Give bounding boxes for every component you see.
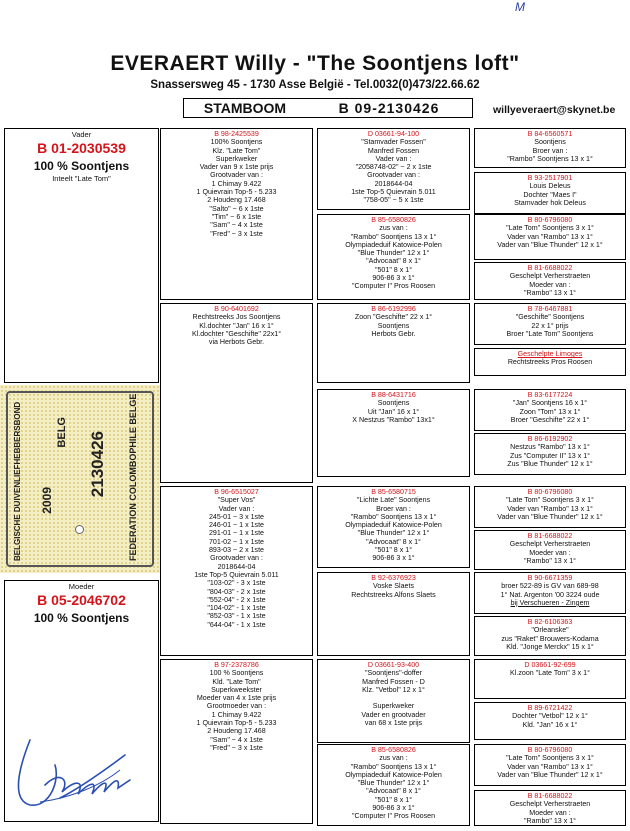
gen4-box-15 — [474, 744, 626, 786]
pedigree-line: Manfred Fossen — [367, 146, 420, 155]
pedigree-line: "Fred" ~ 3 x 1ste — [210, 743, 263, 752]
pedigree-line: Geschelpt Verherstraeten — [509, 800, 591, 809]
pedigree-line: 2018644-04 — [217, 562, 256, 571]
pedigree-line: "Rambo" 13 x 1° — [523, 556, 577, 565]
pedigree-line: Olympiadeduif Katowice-Polen — [345, 521, 442, 530]
pedigree-line: Grootvader van : — [210, 554, 263, 563]
gen4-box-13 — [474, 659, 626, 699]
gen3-box-7 — [317, 659, 470, 743]
email-address: willyeveraert@skynet.be — [493, 104, 616, 116]
pedigree-line: 1ste Top-5 Quievrain 5.011 — [194, 570, 279, 579]
gen2-box-3 — [160, 486, 313, 656]
pedigree-line: "644-04" - 1 x 1ste — [207, 620, 266, 629]
pedigree-line: "758-05" ~ 5 x 1ste — [363, 196, 424, 205]
pedigree-line: Vader van 9 x 1ste prijs — [199, 163, 274, 172]
pedigree-line: "Late Tom" Soontjens 3 x 1° — [506, 224, 594, 233]
ring-number: B 80-6796080 — [527, 216, 573, 224]
pedigree-line: zus van : — [379, 224, 408, 233]
pedigree-line: 2018644-04 — [374, 179, 413, 188]
pedigree-line: Superkweekster — [211, 685, 262, 694]
ring-number: B 86-6192996 — [371, 305, 416, 313]
pedigree-line: "Advocaat" 8 x 1° — [366, 787, 421, 796]
pedigree-line: Kl.dochter "Geschifte" 22x1° — [191, 329, 282, 338]
ring-number: D 03661-92-699 — [524, 661, 576, 669]
pedigree-line: Olympiadeduif Katowice-Polen — [345, 770, 442, 779]
father-ring: B 01-2030539 — [37, 140, 126, 156]
father-note: Inteelt "Late Tom" — [52, 174, 111, 183]
pedigree-line: Kld. "Jonge Merckx" 15 x 1° — [506, 642, 594, 651]
pedigree-line: "Orleanske" — [531, 626, 569, 635]
ring-number: B 90-6671359 — [527, 574, 573, 582]
pedigree-line: Soontjens — [377, 321, 410, 330]
pedigree-line: 245-01 ~ 3 x 1ste — [208, 512, 264, 521]
ring-number: B 83-6177224 — [527, 391, 573, 399]
pedigree-line: "Rambo" Soontjens 13 x 1° — [350, 762, 437, 771]
pedigree-line: Manfred Fossen - D — [362, 677, 425, 686]
ring-label-hole — [75, 525, 84, 534]
pedigree-line: 1 Quievrain Top-5 - 5.233 — [196, 188, 277, 197]
pedigree-line: Herbots Gebr. — [371, 329, 416, 338]
pedigree-line: "103-02" - 3 x 1ste — [207, 579, 266, 588]
pedigree-line: Vader van : — [218, 504, 255, 513]
pedigree-line: Broer van : — [532, 146, 568, 155]
page-title: EVERAERT Willy - "The Soontjens loft" — [110, 52, 520, 75]
pedigree-line: van 68 x 1ste prijs — [364, 719, 423, 728]
pedigree-line: "Blue Thunder" 12 x 1° — [357, 249, 430, 258]
ring-label-country: BELG — [56, 417, 68, 448]
pedigree-line: 906-86 3 x 1° — [372, 274, 415, 283]
pedigree-line: 906-86 3 x 1° — [372, 804, 415, 813]
gen4-box-8 — [474, 433, 626, 475]
gen3-box-6 — [317, 572, 470, 656]
pedigree-line: 100 % Soontjens — [209, 669, 264, 678]
pedigree-line: Vader van : — [375, 154, 412, 163]
pedigree-line: Vader van "Rambo" 13 x 1° — [507, 762, 593, 771]
pedigree-line: Kld. "Jan" 16 x 1° — [522, 720, 578, 729]
pedigree-line: "Rambo" 13 x 1° — [523, 816, 577, 825]
pedigree-line: "Stamvader Fossen" — [361, 138, 426, 147]
ring-number: D 03661-94-100 — [367, 130, 420, 138]
stamboom-label: STAMBOOM — [203, 100, 287, 116]
stamboom-bar — [183, 98, 473, 118]
pedigree-line: "Rambo" Soontjens 13 x 1° — [350, 512, 437, 521]
gen4-box-12 — [474, 616, 626, 656]
pedigree-line: via Herbots Gebr. — [208, 338, 265, 347]
pedigree-line: "Sam" ~ 4 x 1ste — [210, 221, 263, 230]
pedigree-line: Vader van "Blue Thunder" 12 x 1° — [497, 512, 603, 521]
pedigree-line: Superkweker — [372, 702, 415, 711]
pedigree-line — [318, 694, 469, 702]
pedigree-line: "Rambo" 13 x 1° — [523, 288, 577, 297]
pedigree-line: Broer van : — [376, 504, 411, 513]
corner-mark: M — [515, 0, 525, 14]
gen2-box-2 — [160, 303, 313, 483]
ring-number: B 97-2378786 — [214, 661, 259, 669]
ring-number: B 85-6580826 — [371, 746, 416, 754]
pedigree-line: Vader van "Blue Thunder" 12 x 1° — [497, 240, 603, 249]
pedigree-line: Moeder van 4 x 1ste prijs — [196, 694, 277, 703]
gen3-box-1 — [317, 128, 470, 210]
pedigree-line: Moeder van : — [529, 548, 571, 557]
pedigree-line: "Rambo" Soontjens 13 x 1° — [350, 232, 437, 241]
ring-number: B 88-6431716 — [371, 391, 416, 399]
pedigree-line: Klz. "Vetbol" 12 x 1° — [362, 685, 425, 694]
pedigree-line: Superkweker — [215, 154, 258, 163]
pedigree-line: Soontjens — [377, 399, 410, 408]
address-line: Snassersweg 45 - 1730 Asse België - Tel.0032(0)473/22.66.62 — [150, 79, 480, 91]
ring-number: B 78-6467881 — [527, 305, 573, 313]
pedigree-line: "Advocaat" 8 x 1° — [366, 257, 421, 266]
pedigree-line: 1ste Top-5 Quievrain 5.011 — [351, 188, 436, 197]
father-breed: 100 % Soontjens — [33, 159, 130, 173]
ring-number: B 85-6580826 — [371, 216, 416, 224]
ring-number: B 81-6688022 — [527, 264, 573, 272]
ring-number: B 93-2517901 — [527, 174, 573, 182]
pedigree-line: 1 Chimay 9.422 — [211, 710, 262, 719]
gen4-box-3 — [474, 214, 626, 260]
ring-number: B 85-6580715 — [371, 488, 416, 496]
pedigree-line: bij Verschueren - Zingem — [510, 598, 590, 607]
pedigree-line: "2058748-02" ~ 2 x 1ste — [355, 163, 432, 172]
ring-number: B 80-6796080 — [527, 488, 573, 496]
ring-number: B 82-6106363 — [527, 618, 573, 626]
ring-label-left-text: BELGISCHE DUIVENLIEFHEBBERSBOND — [13, 401, 22, 561]
pedigree-line: Dochter "Maes I" — [523, 190, 577, 199]
ring-label-image — [0, 385, 160, 573]
ring-number: B 80-6796080 — [527, 746, 573, 754]
pedigree-line: "Salto" ~ 6 x 1ste — [209, 204, 264, 213]
gen4-box-7 — [474, 389, 626, 431]
pedigree-line: "Lichte Late" Soontjens — [356, 496, 431, 505]
pedigree-line: Moeder van : — [529, 808, 571, 817]
ring-number: B 81-6688022 — [527, 792, 573, 800]
pedigree-line: 701-02 ~ 1 x 1ste — [208, 537, 264, 546]
pedigree-line: zus van : — [379, 754, 408, 763]
pedigree-line: Vader en grootvader — [361, 710, 426, 719]
pedigree-line: "Rambo" Soontjens 13 x 1° — [507, 154, 593, 163]
father-label: Vader — [71, 130, 92, 139]
pedigree-line: Nestzus "Rambo" 13 x 1° — [510, 443, 590, 452]
pedigree-line: Moeder van : — [529, 280, 571, 289]
ring-number: D 03661-93-400 — [367, 661, 420, 669]
pedigree-line: Dochter "Vetbol" 12 x 1° — [512, 712, 588, 721]
pedigree-line: Zoon "Tom" 13 x 1° — [519, 407, 581, 416]
pedigree-line: zus "Raket" Brouwers-Kodama — [501, 634, 599, 643]
pedigree-line: Kl.dochter "Jan" 16 x 1° — [199, 321, 274, 330]
pedigree-line: "Fred" ~ 3 x 1ste — [210, 229, 263, 238]
ring-label-year: 2009 — [40, 487, 54, 514]
pedigree-line: Kl.zoon "Late Tom" 3 x 1° — [510, 669, 590, 678]
pedigree-line: "852-03" - 1 x 1ste — [207, 612, 266, 621]
pedigree-line: "804-03" - 2 x 1ste — [207, 587, 266, 596]
pedigree-line: Louis Deleus — [529, 182, 571, 191]
ring-number: B 89-6721422 — [527, 704, 573, 712]
pedigree-line: "Super Vos" — [217, 496, 256, 505]
gen3-box-5 — [317, 486, 470, 568]
pedigree-line: Broer "Late Tom" Soontjens — [506, 329, 594, 338]
mother-label: Moeder — [68, 582, 95, 591]
ring-label-number: 2130426 — [88, 431, 107, 498]
pedigree-line: Rechtstreeks Alfons Slaets — [351, 590, 436, 599]
pedigree-line: 22 x 1° prijs — [531, 321, 569, 330]
gen4-box-5 — [474, 303, 626, 345]
ring-number: B 81-6688022 — [527, 532, 573, 540]
pedigree-line: Geschelpt Verherstraeten — [509, 540, 591, 549]
pedigree-line: "104-02" - 1 x 1ste — [207, 604, 266, 613]
pedigree-line: 1° Nat. Argenton '00 3224 oude — [500, 590, 600, 599]
pedigree-line: "Soontjens"-doffer — [365, 669, 422, 678]
pedigree-line: "Advocaat" 8 x 1° — [366, 537, 421, 546]
gen4-box-10 — [474, 530, 626, 570]
gen4-box-16 — [474, 790, 626, 826]
father-box — [4, 128, 159, 383]
gen4-box-6 — [474, 348, 626, 376]
pedigree-line: 893-03 ~ 2 x 1ste — [208, 546, 264, 555]
pedigree-line: Vader van "Rambo" 13 x 1° — [507, 232, 593, 241]
pedigree-line: "Geschifte" Soontjens — [515, 313, 585, 322]
gen4-box-14 — [474, 702, 626, 740]
ring-number: B 90-6401692 — [214, 305, 259, 313]
pedigree-line: "Computer I" Pros Roosen — [351, 282, 436, 291]
gen4-box-4 — [474, 262, 626, 300]
gen4-box-2 — [474, 172, 626, 214]
pedigree-line: 246-01 ~ 1 x 1ste — [208, 521, 264, 530]
pedigree-line: "Jan" Soontjens 16 x 1° — [512, 399, 588, 408]
ring-number: B 84-6560571 — [527, 130, 573, 138]
pedigree-line: "501" 8 x 1° — [374, 795, 413, 804]
pedigree-line: Soontjens — [534, 138, 566, 147]
pedigree-line: Klz. "Late Tom" — [212, 146, 261, 155]
gen2-box-4 — [160, 659, 313, 824]
pedigree-line: Grootvader van : — [210, 171, 263, 180]
ring-number: B 98-2425539 — [214, 130, 259, 138]
pedigree-line: 1 Chimay 9.422 — [211, 179, 262, 188]
pedigree-line: "552-04" - 2 x 1ste — [207, 595, 266, 604]
gen3-box-8 — [317, 744, 470, 826]
gen4-box-11 — [474, 572, 626, 614]
pedigree-line: Zoon "Geschifte" 22 x 1° — [354, 313, 433, 322]
pedigree-line: "Late Tom" Soontjens 3 x 1° — [506, 496, 594, 505]
pedigree-line: 1 Quievrain Top-5 - 5.233 — [196, 719, 277, 728]
ring-number: B 86-6192902 — [527, 435, 573, 443]
mother-breed: 100 % Soontjens — [33, 611, 130, 625]
mother-ring: B 05-2046702 — [37, 592, 126, 608]
gen3-box-4 — [317, 389, 470, 477]
pedigree-line: 2 Houdeng 17.468 — [207, 727, 266, 736]
ring-number: B 96-6515027 — [214, 488, 259, 496]
pedigree-line: Uit "Jan" 16 x 1° — [367, 407, 420, 416]
pedigree-line: broer 522-89 is GV van 689-98 — [501, 582, 599, 591]
gen4-box-1 — [474, 128, 626, 168]
pedigree-line: "501" 8 x 1° — [374, 265, 413, 274]
pedigree-line: Rechtstreeks Jos Soontjens — [192, 313, 281, 322]
gen3-box-3 — [317, 303, 470, 383]
pigeon-ring-number: B 09-2130426 — [338, 100, 440, 116]
pedigree-line: Rechtstreeks Pros Roosen — [507, 358, 593, 367]
pedigree-line: Broer "Geschifte" 22 x 1° — [510, 415, 590, 424]
pedigree-line: Vader van "Blue Thunder" 12 x 1° — [497, 770, 603, 779]
pedigree-line: 100% Soontjens — [210, 138, 263, 147]
pedigree-line: "Sam" ~ 4 x 1ste — [210, 735, 263, 744]
pedigree-line: "Computer I" Pros Roosen — [351, 812, 436, 821]
pedigree-line: Vader van "Rambo" 13 x 1° — [507, 504, 593, 513]
pedigree-line: "501" 8 x 1° — [374, 546, 413, 555]
pedigree-line: "Blue Thunder" 12 x 1° — [357, 779, 430, 788]
gen2-box-1 — [160, 128, 313, 300]
pedigree-line: Kld. "Late Tom" — [212, 677, 261, 686]
pedigree-line: "Tim" ~ 6 x 1ste — [211, 212, 262, 221]
gen4-box-9 — [474, 486, 626, 528]
ring-label-right-text: FEDERATION COLOMBOPHILE BELGE — [128, 393, 138, 561]
pedigree-line: "Blue Thunder" 12 x 1° — [357, 529, 430, 538]
pedigree-line: Voske Slaets — [372, 582, 414, 591]
pedigree-line: Zus "Computer II" 13 x 1° — [509, 451, 591, 460]
pedigree-line: Geschelpt Verherstraeten — [509, 272, 591, 281]
pedigree-line: Zus "Blue Thunder" 12 x 1° — [507, 459, 593, 468]
pedigree-line: X Nestzus "Rambo" 13x1° — [352, 415, 435, 424]
pedigree-line: Stamvader hok Deleus — [514, 198, 586, 207]
signature — [0, 710, 160, 820]
ring-number: B 92-6376923 — [371, 574, 416, 582]
pedigree-line: Grootvader van : — [367, 171, 420, 180]
gen3-box-2 — [317, 214, 470, 300]
pedigree-line: "Late Tom" Soontjens 3 x 1° — [506, 754, 594, 763]
ring-number: Geschelpte Limoges — [517, 350, 583, 358]
pedigree-line: Olympiadeduif Katowice-Polen — [345, 240, 442, 249]
pedigree-line: Grootmoeder van : — [206, 702, 267, 711]
pedigree-line: 906-86 3 x 1° — [372, 554, 415, 563]
pedigree-line: 2 Houdeng 17.468 — [207, 196, 266, 205]
pedigree-line: 291-01 ~ 1 x 1ste — [208, 529, 264, 538]
